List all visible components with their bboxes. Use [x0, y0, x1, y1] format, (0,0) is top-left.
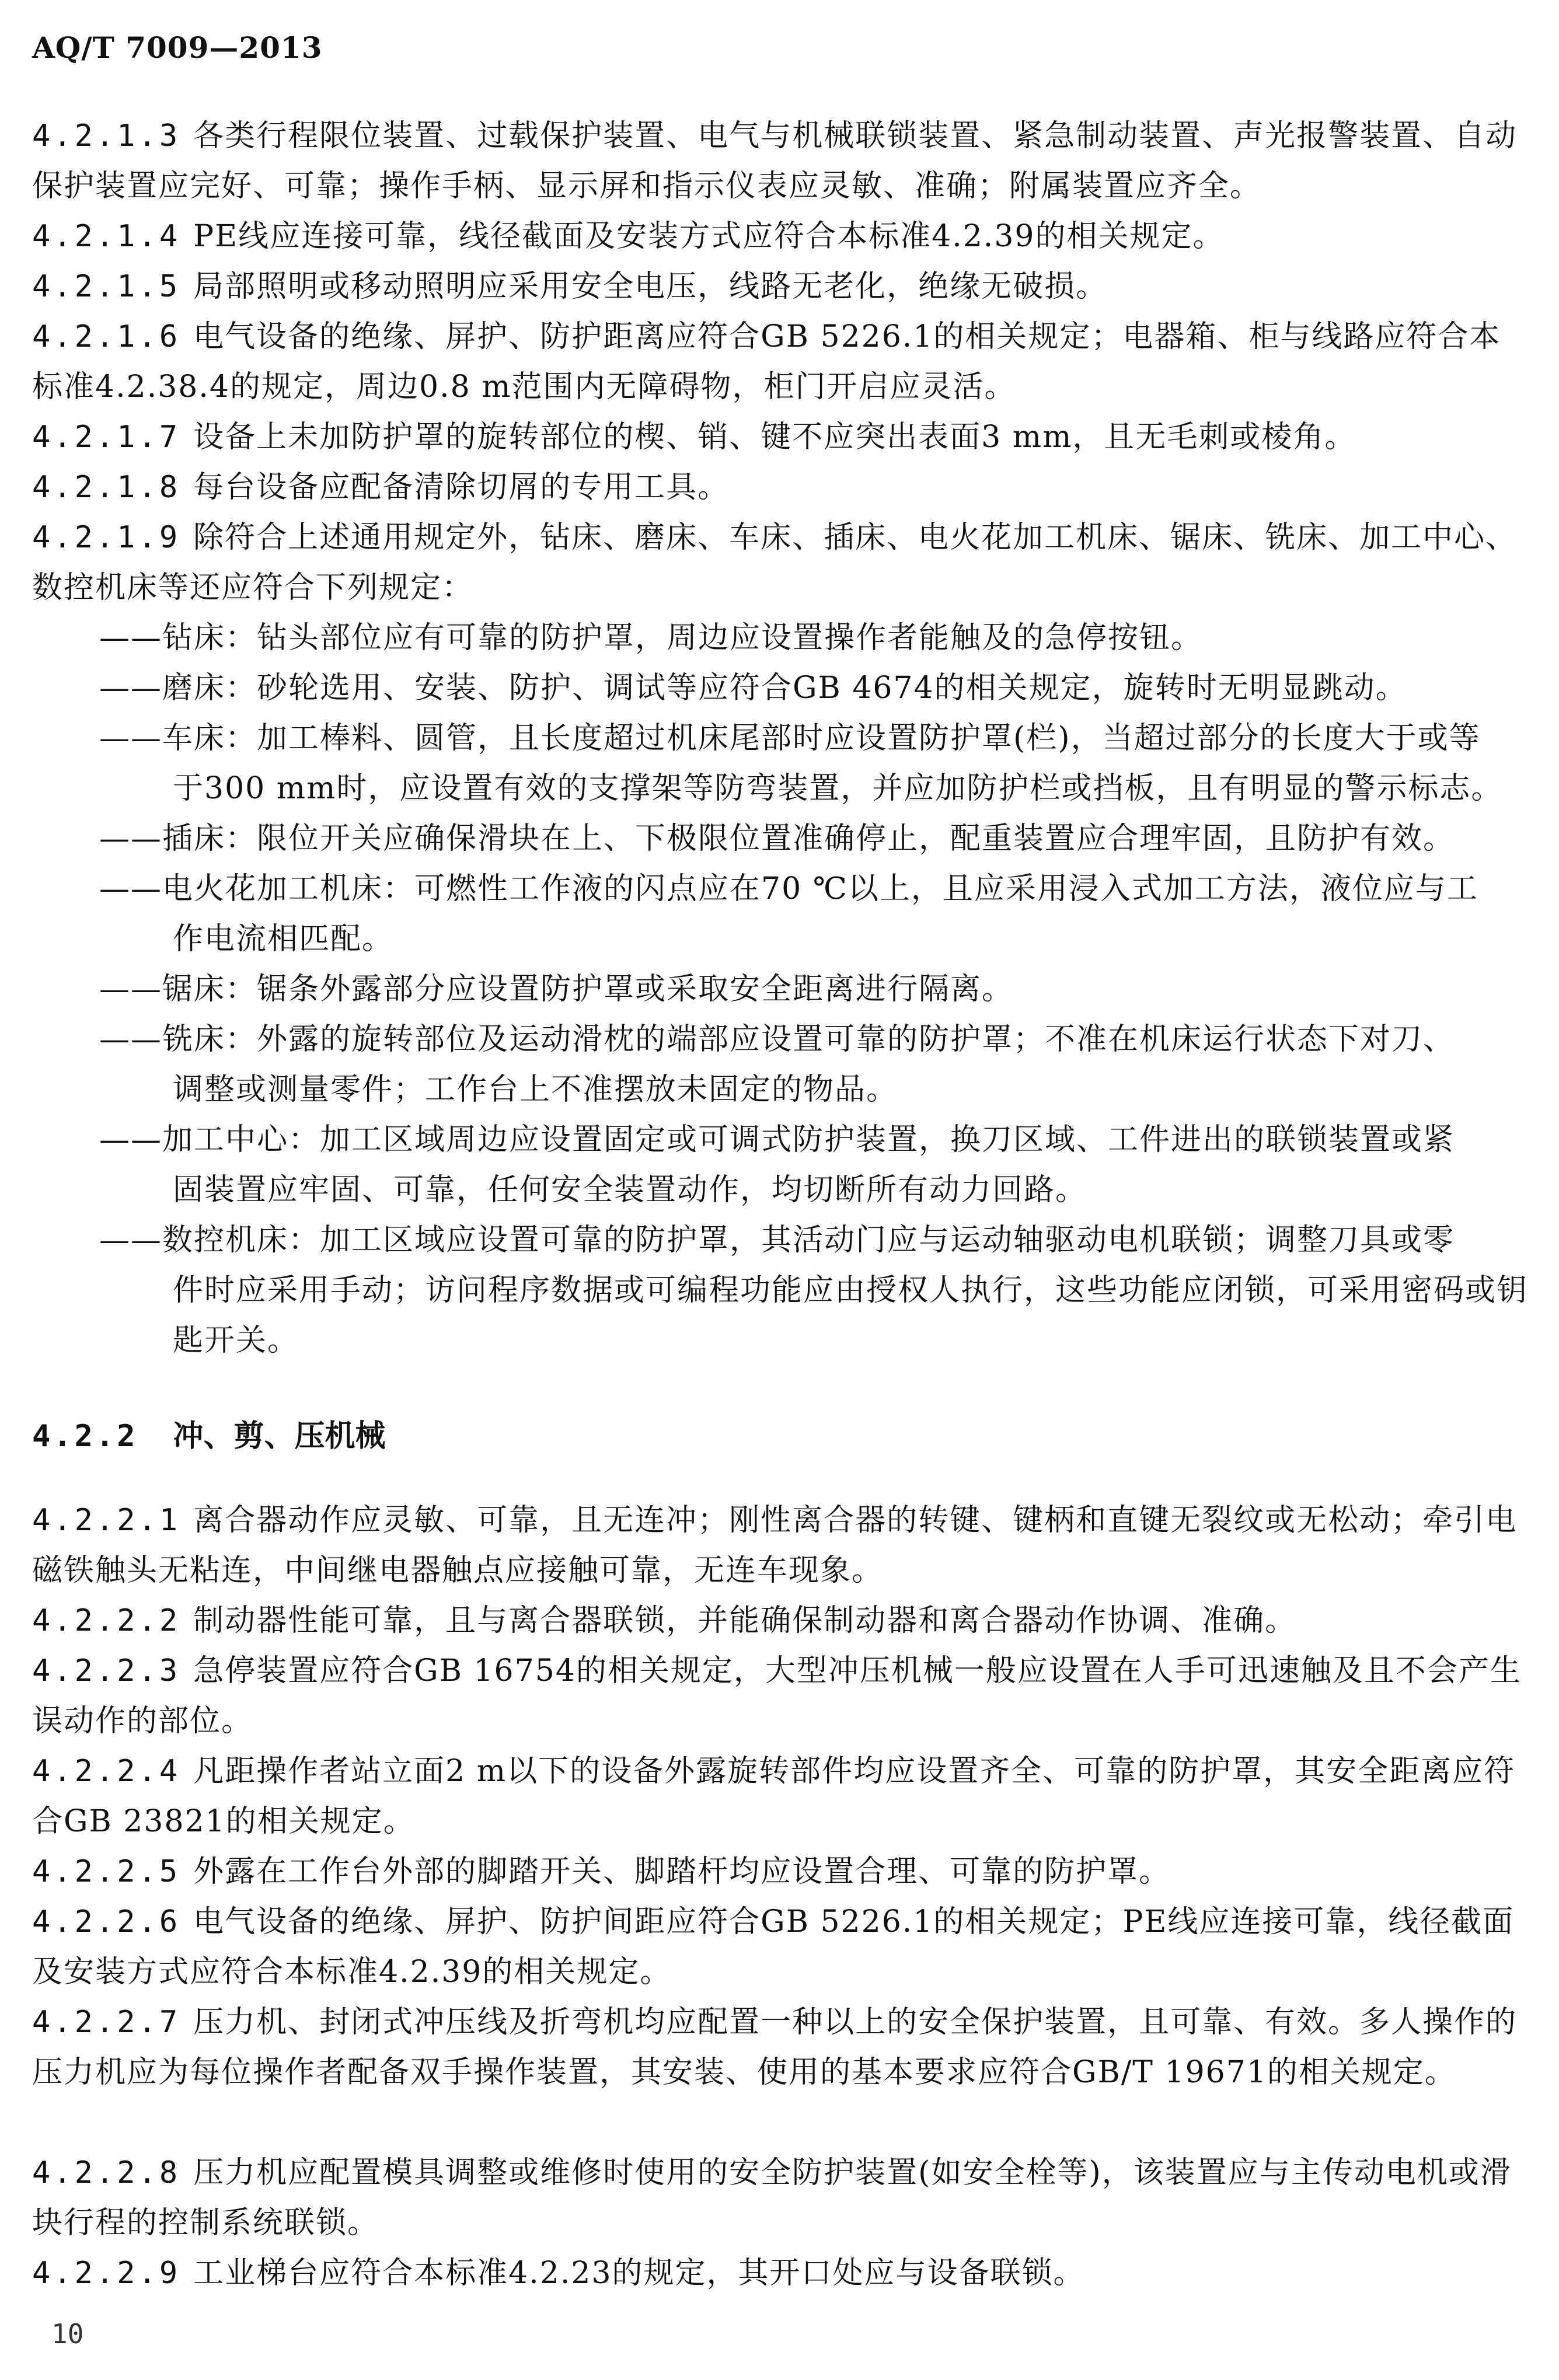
clause-text: PE线应连接可靠，线径截面及安装方式应符合本标准4.2.39的相关规定。 — [193, 219, 1225, 254]
list-item-edm — [99, 864, 1529, 964]
clause-number: 4.2.2.4 — [32, 1754, 181, 1789]
list-item-text: ——钻床：钻头部位应有可靠的防护罩，周边应设置操作者能触及的急停按钮。 — [99, 620, 1203, 655]
clause-number: 4.2.2.3 — [32, 1653, 181, 1688]
clause-number: 4.2.1.7 — [32, 420, 181, 455]
clause-4-2-2-3 — [32, 1646, 1529, 1746]
clause-text: 局部照明或移动照明应采用安全电压，线路无老化，绝缘无破损。 — [193, 269, 1108, 304]
clause-number: 4.2.2.6 — [32, 1904, 181, 1939]
list-item-continuation: 件时应采用手动；访问程序数据或可编程功能应由授权人执行，这些功能应闭锁，可采用密码或钥匙开关。 — [173, 1273, 1529, 1358]
clause-4-2-2-7 — [32, 1997, 1529, 2098]
clause-number: 4.2.1.8 — [32, 470, 181, 505]
clause-number: 4.2.2.7 — [32, 2005, 181, 2040]
clause-number: 4.2.1.5 — [32, 269, 181, 304]
clause-text: 电气设备的绝缘、屏护、防护距离应符合GB 5226.1的相关规定；电器箱、柜与线路应符合本标准4.2.38.4的规定，周边0.8 m范围内无障碍物，柜门开启应灵活。 — [32, 319, 1501, 404]
clause-number: 4.2.2.1 — [32, 1503, 181, 1538]
clause-text: 制动器性能可靠，且与离合器联锁，并能确保制动器和离合器动作协调、准确。 — [193, 1603, 1297, 1638]
clause-4-2-1-8 — [32, 462, 1529, 512]
list-item-text: ——车床：加工棒料、圆管，且长度超过机床尾部时应设置防护罩(栏)，当超过部分的长度大于或等 — [99, 721, 1481, 756]
clause-4-2-2-6 — [32, 1897, 1529, 1997]
list-item-continuation: 作电流相匹配。 — [173, 922, 394, 957]
list-item-text: ——插床：限位开关应确保滑块在上、下极限位置准确停止，配重装置应合理牢固，且防护有效。 — [99, 821, 1455, 856]
clause-number: 4.2.1.4 — [32, 219, 181, 254]
section-heading-4-2-2 — [32, 1411, 1529, 1461]
list-item-text: ——磨床：砂轮选用、安装、防护、调试等应符合GB 4674的相关规定，旋转时无明显跳动。 — [99, 671, 1407, 706]
clause-text: 设备上未加防护罩的旋转部位的楔、销、键不应突出表面3 mm，且无毛刺或棱角。 — [193, 420, 1356, 455]
list-item-machining-center — [99, 1115, 1529, 1215]
clause-text: 每台设备应配备清除切屑的专用工具。 — [193, 470, 730, 505]
list-item-sawing — [99, 964, 1529, 1014]
clause-4-2-1-6 — [32, 312, 1529, 412]
clause-number: 4.2.1.9 — [32, 520, 181, 555]
clause-text: 电气设备的绝缘、屏护、防护间距应符合GB 5226.1的相关规定；PE线应连接可靠，线径截面及安装方式应符合本标准4.2.39的相关规定。 — [32, 1904, 1515, 1990]
list-item-text: ——加工中心：加工区域周边应设置固定或可调式防护装置，换刀区域、工件进出的联锁装置或紧 — [99, 1122, 1455, 1157]
list-item-text: ——锯床：锯条外露部分应设置防护罩或采取安全距离进行隔离。 — [99, 972, 1014, 1007]
clause-4-2-1-4 — [32, 211, 1529, 261]
list-item-text: ——数控机床：加工区域应设置可靠的防护罩，其活动门应与运动轴驱动电机联锁；调整刀具或零 — [99, 1223, 1455, 1258]
list-item-continuation: 于300 mm时，应设置有效的支撑架等防弯装置，并应加防护栏或挡板，且有明显的警示标志。 — [173, 771, 1503, 806]
clause-text: 除符合上述通用规定外，钻床、磨床、车床、插床、电火花加工机床、锯床、铣床、加工中心、数控机床等还应符合下列规定： — [32, 520, 1518, 605]
clause-number: 4.2.1.6 — [32, 319, 181, 354]
list-item-drilling — [99, 613, 1529, 663]
list-item-grinding — [99, 663, 1529, 713]
clause-text: 离合器动作应灵敏、可靠，且无连冲；刚性离合器的转键、键柄和直键无裂纹或无松动；牵引电磁铁触头无粘连，中间继电器触点应接触可靠，无连车现象。 — [32, 1503, 1518, 1588]
clause-text: 工业梯台应符合本标准4.2.23的规定，其开口处应与设备联锁。 — [193, 2256, 1085, 2291]
clause-4-2-1-7 — [32, 412, 1529, 462]
clause-text: 凡距操作者站立面2 m以下的设备外露旋转部件均应设置齐全、可靠的防护罩，其安全距离应符合GB 23821的相关规定。 — [32, 1754, 1516, 1839]
list-item-lathe — [99, 713, 1529, 814]
clause-4-2-2-4 — [32, 1746, 1529, 1847]
list-item-text: ——电火花加工机床：可燃性工作液的闪点应在70 ℃以上，且应采用浸入式加工方法，液位应与工 — [99, 871, 1478, 906]
list-item-continuation: 固装置应牢固、可靠，任何安全装置动作，均切断所有动力回路。 — [173, 1172, 1087, 1208]
standard-code-header: AQ/T 7009—2013 — [32, 30, 323, 65]
clause-4-2-2-1 — [32, 1495, 1529, 1596]
list-item-slotting — [99, 814, 1529, 864]
clause-4-2-2-2 — [32, 1596, 1529, 1646]
list-item-continuation: 调整或测量零件；工作台上不准摆放未固定的物品。 — [173, 1072, 898, 1107]
clause-4-2-1-3 — [32, 111, 1529, 211]
clause-text: 压力机应配置模具调整或维修时使用的安全防护装置(如安全栓等)，该装置应与主传动电机或滑块行程的控制系统联锁。 — [32, 2155, 1512, 2241]
clause-text: 急停装置应符合GB 16754的相关规定，大型冲压机械一般应设置在人手可迅速触及且不会产生误动作的部位。 — [32, 1653, 1522, 1739]
clause-text: 外露在工作台外部的脚踏开关、脚踏杆均应设置合理、可靠的防护罩。 — [193, 1854, 1171, 1889]
section-title: 冲、剪、压机械 — [173, 1418, 386, 1454]
clause-number: 4.2.2.2 — [32, 1603, 181, 1638]
page-number: 10 — [51, 2318, 84, 2350]
clause-4-2-1-9 — [32, 512, 1529, 613]
clause-4-2-2-8 — [32, 2148, 1529, 2248]
clause-number: 4.2.1.3 — [32, 118, 181, 153]
clause-4-2-2-9 — [32, 2248, 1529, 2298]
clause-4-2-1-5 — [32, 261, 1529, 312]
clause-number: 4.2.2.9 — [32, 2256, 181, 2291]
clause-text: 各类行程限位装置、过载保护装置、电气与机械联锁装置、紧急制动装置、声光报警装置、自动保护装置应完好、可靠；操作手柄、显示屏和指示仪表应灵敏、准确；附属装置应齐全。 — [32, 118, 1518, 204]
list-item-milling — [99, 1014, 1529, 1115]
clause-text: 压力机、封闭式冲压线及折弯机均应配置一种以上的安全保护装置，且可靠、有效。多人操作的压力机应为每位操作者配备双手操作装置，其安装、使用的基本要求应符合GB/T 19671的相关规定。 — [32, 2005, 1518, 2090]
list-item-cnc — [99, 1215, 1529, 1366]
clause-number: 4.2.2.8 — [32, 2155, 181, 2190]
clause-number: 4.2.2.5 — [32, 1854, 181, 1889]
clause-4-2-2-5 — [32, 1847, 1529, 1897]
section-number: 4.2.2 — [32, 1419, 138, 1454]
list-item-text: ——铣床：外露的旋转部位及运动滑枕的端部应设置可靠的防护罩；不准在机床运行状态下对刀、 — [99, 1022, 1455, 1057]
